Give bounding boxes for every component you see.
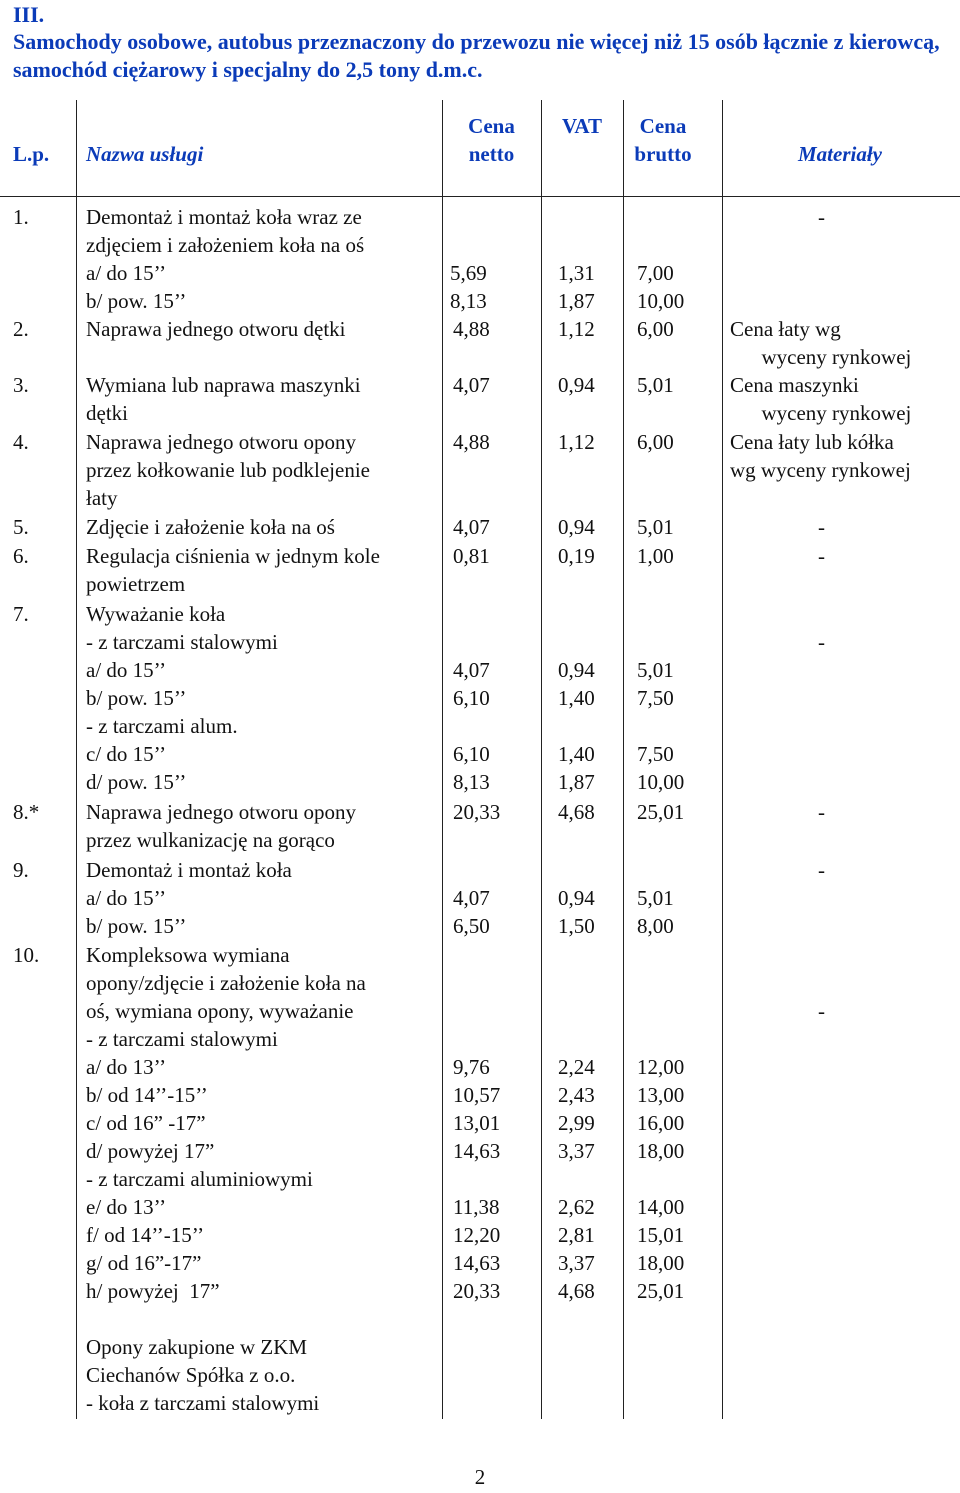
row-lp: 10. — [13, 943, 40, 967]
row-materials: - — [818, 858, 825, 882]
row-net-price: 4,88 — [453, 430, 490, 454]
row-vat: 0,19 — [558, 544, 595, 568]
row-vat: 0,94 1,40 1,40 1,87 — [558, 658, 595, 794]
section-number: III. — [13, 2, 45, 27]
row-vat: 2,24 2,43 2,99 3,37 2,62 2,81 3,37 4,68 — [558, 1055, 595, 1303]
row-net-price: 20,33 — [453, 800, 501, 824]
header-rule — [0, 196, 960, 197]
row-gross-price: 6,00 — [637, 430, 674, 454]
row-service-name: Naprawa jednego otworu dętki — [86, 317, 346, 341]
header-net-price-sub: netto — [468, 142, 515, 166]
row-gross-price: 25,01 — [637, 800, 685, 824]
row-materials: - — [818, 999, 825, 1023]
row-materials: - — [818, 544, 825, 568]
row-net-price: 4,88 — [453, 317, 490, 341]
row-gross-price: 5,01 7,50 7,50 10,00 — [637, 658, 685, 794]
row-lp: 7. — [13, 602, 29, 626]
row-vat: 0,94 — [558, 373, 595, 397]
header-net-price: Cena — [468, 114, 515, 138]
row-materials: Cena maszynki wyceny rynkowej — [730, 373, 912, 425]
row-lp: 3. — [13, 373, 29, 397]
row-net-price: 9,76 10,57 13,01 14,63 11,38 12,20 14,63 20,33 — [453, 1055, 501, 1303]
header-service-name: Nazwa usługi — [86, 142, 204, 166]
row-service-name: Naprawa jednego otworu opony przez wulkanizację na gorąco — [86, 800, 357, 852]
row-service-name: Regulacja ciśnienia w jednym kole powietrzem — [86, 544, 380, 596]
row-net-price: 5,69 8,13 — [450, 261, 487, 313]
row-service-name: Zdjęcie i założenie koła na oś — [86, 515, 335, 539]
row-lp: 2. — [13, 317, 29, 341]
row-gross-price: 6,00 — [637, 317, 674, 341]
section-heading: Samochody osobowe, autobus przeznaczony do przewozu nie więcej niż 15 osób łącznie z kierowcą, samochód ciężarowy i specjalny do 2,5 tony d.m.c. — [13, 29, 940, 82]
header-gross-price: Cena — [639, 114, 687, 138]
row-lp: 6. — [13, 544, 29, 568]
row-materials: Cena łaty lub kółka wg wyceny rynkowej — [730, 430, 911, 482]
row-gross-price: 12,00 13,00 16,00 18,00 14,00 15,01 18,00 25,01 — [637, 1055, 685, 1303]
row-gross-price: 5,01 8,00 — [637, 886, 674, 938]
row-vat: 1,12 — [558, 317, 595, 341]
row-service-name: Demontaż i montaż koła wraz ze zdjęciem i założeniem koła na oś a/ do 15’’ b/ pow. 15’’ — [86, 205, 365, 313]
row-net-price: 0,81 — [453, 544, 490, 568]
page-number: 2 — [474, 1465, 486, 1489]
row-materials: Cena łaty wg wyceny rynkowej — [730, 317, 912, 369]
row-materials: - — [818, 515, 825, 539]
header-gross-price-sub: brutto — [634, 142, 692, 166]
row-gross-price: 5,01 — [637, 515, 674, 539]
row-service-name: Kompleksowa wymiana opony/zdjęcie i założenie koła na oś, wymiana opony, wyważanie - z tarczami stalowymi a/ do 13’’ b/ od 14’’-15’’ c/ od 16” -17” d/ powyżej 17” - z tarczami aluminiowymi e/ do 13’’ f/ od 14’’-15’’ g/ od 16”-17” h/ powyżej 17” Opony zakupione w ZKM Ciechanów Spółka z o.o. - koła z tarczami stalowymi — [86, 943, 366, 1415]
row-service-name: Wyważanie koła - z tarczami stalowymi a/ do 15’’ b/ pow. 15’’ - z tarczami alum. c/ do 15’’ d/ pow. 15’’ — [86, 602, 278, 794]
row-materials: - — [818, 800, 825, 824]
table-divider — [541, 100, 542, 1419]
row-service-name: Naprawa jednego otworu opony przez kołkowanie lub podklejenie łaty — [86, 430, 370, 510]
row-gross-price: 7,00 10,00 — [637, 261, 685, 313]
header-vat: VAT — [561, 114, 603, 138]
row-service-name: Wymiana lub naprawa maszynki dętki — [86, 373, 361, 425]
header-materials: Materiały — [798, 142, 882, 166]
row-lp: 9. — [13, 858, 29, 882]
row-materials: - — [818, 205, 825, 229]
row-lp: 8.* — [13, 800, 40, 824]
row-vat: 4,68 — [558, 800, 595, 824]
row-vat: 1,31 1,87 — [558, 261, 595, 313]
row-vat: 0,94 1,50 — [558, 886, 595, 938]
row-net-price: 4,07 — [453, 373, 490, 397]
row-gross-price: 1,00 — [637, 544, 674, 568]
row-vat: 1,12 — [558, 430, 595, 454]
row-net-price: 4,07 6,50 — [453, 886, 490, 938]
row-lp: 5. — [13, 515, 29, 539]
row-lp: 4. — [13, 430, 29, 454]
header-lp: L.p. — [13, 142, 50, 166]
row-vat: 0,94 — [558, 515, 595, 539]
row-net-price: 4,07 — [453, 515, 490, 539]
row-materials: - — [818, 630, 825, 654]
row-net-price: 4,07 6,10 6,10 8,13 — [453, 658, 490, 794]
table-divider — [442, 100, 443, 1419]
row-service-name: Demontaż i montaż koła a/ do 15’’ b/ pow. 15’’ — [86, 858, 292, 938]
table-divider — [76, 100, 77, 1419]
row-lp: 1. — [13, 205, 29, 229]
row-gross-price: 5,01 — [637, 373, 674, 397]
